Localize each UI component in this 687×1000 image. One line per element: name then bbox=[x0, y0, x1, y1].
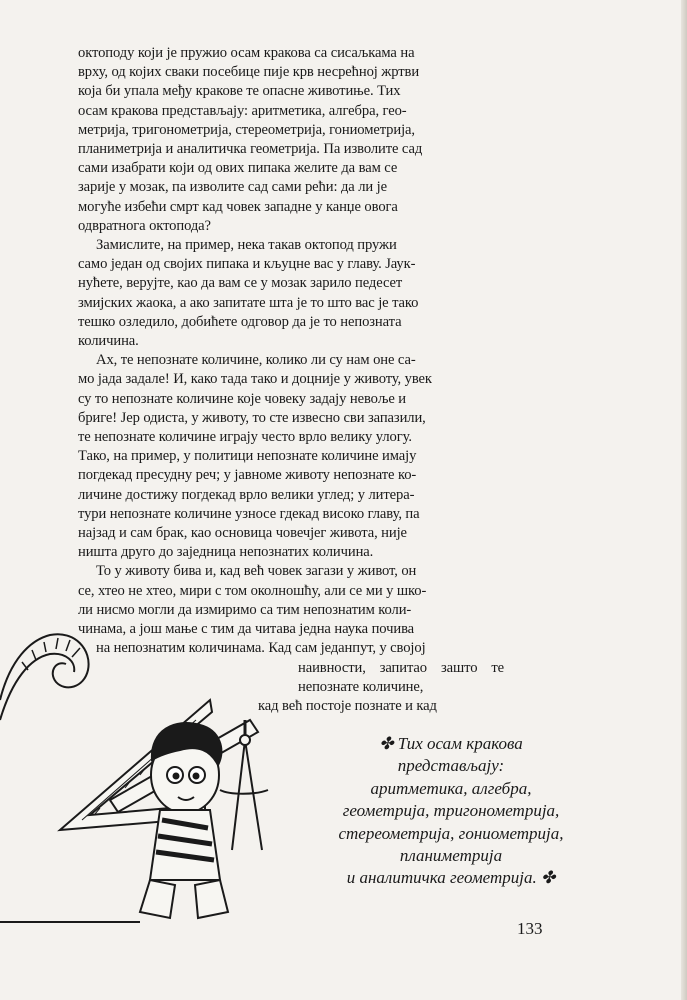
text-line: ли нисмо могли да измиримо са тим непознатим коли- bbox=[78, 601, 412, 618]
student-face-icon bbox=[151, 723, 221, 813]
text-line: сами изабрати који од ових пипака желите да вам се bbox=[78, 160, 398, 177]
text-line: мо јада задале! И, како тада тако и доцније у животу, увек bbox=[78, 371, 432, 388]
quote-line: стереометрија, гониометрија, bbox=[338, 823, 564, 843]
text-line: наивности, запитао зашто те непознате количине, bbox=[298, 659, 504, 695]
text-line: могуће избећи смрт кад човек западне у канџе овога bbox=[78, 198, 398, 215]
text-line: су то непознате количине које човеку задају невоље и bbox=[78, 390, 407, 407]
quote-line: геометрија, тригонометрија, bbox=[342, 801, 560, 821]
student-body-icon bbox=[140, 810, 228, 918]
text-line: змијских жаока, а ако запитате шта је то што вас је тако bbox=[78, 294, 419, 311]
text-line: кад већ постоје познате и кад bbox=[258, 697, 437, 714]
text-line: Тако, на пример, у политици непознате количине имају bbox=[78, 448, 417, 465]
text-line: бриге! Јер одиста, у животу, то сте извесно сви запазили, bbox=[78, 409, 426, 426]
octopus-tentacle-illustration bbox=[0, 600, 290, 930]
text-line: ништа друго до заједница непознатих количина. bbox=[78, 544, 374, 561]
text-line: на непознатим количинама. Кад сам једанпут, у својој bbox=[96, 640, 426, 657]
text-line: најзад и сам брак, као основица човечјег живота, није bbox=[78, 525, 407, 542]
page-number: 133 bbox=[517, 919, 543, 938]
page-edge bbox=[681, 0, 687, 1000]
text-line: погдекад пресудну реч; у јавноме животу непознате ко- bbox=[78, 467, 417, 484]
text-line: тешко озледило, добићете одговор да је то непозната bbox=[78, 313, 402, 330]
text-line: чинама, а још мање с тим да читава једна наука почива bbox=[78, 621, 415, 638]
quote-line: ✤ Тих осам кракова bbox=[379, 734, 523, 753]
text-line: тури непознате количине узносе гдекад високо главу, па bbox=[78, 505, 420, 522]
pull-quote bbox=[300, 733, 602, 890]
text-line: метрија, тригонометрија, стереометрија, гониометрија, bbox=[78, 121, 415, 138]
text-line: октоподу који је пружио осам кракова са сисаљкама на bbox=[78, 45, 415, 61]
text-line: Замислите, на пример, нека такав октопод пружи bbox=[96, 237, 397, 254]
paragraph-3 bbox=[78, 351, 504, 562]
text-line: личине достижу погдекад врло велики углед; у литера- bbox=[78, 486, 415, 503]
text-line: одвратнога октопода? bbox=[78, 217, 211, 234]
quote-line: планиметрија bbox=[399, 846, 503, 866]
text-line: нућете, верујте, као да вам се у мозак зарило педесет bbox=[78, 275, 403, 292]
text-line: количина. bbox=[78, 333, 139, 350]
tentacle-icon bbox=[0, 634, 89, 720]
quote-line: и аналитичка геометрија. ✤ bbox=[346, 868, 556, 888]
paragraph-2 bbox=[78, 236, 504, 351]
text-line: те непознате количине играју често врло велику улогу. bbox=[78, 429, 412, 446]
text-line: врху, од којих сваки посебице пије крв несрећној жртви bbox=[78, 64, 420, 81]
text-line: само један од својих пипака и кљуцне вас у главу. Јаук- bbox=[78, 256, 416, 273]
text-line: се, хтео не хтео, мири с том околношћу, али се ми у шко- bbox=[78, 582, 427, 599]
text-line: планиметрија и аналитичка геометрија. Па изволите сад bbox=[78, 141, 423, 158]
quote-line: аритметика, алгебра, bbox=[370, 778, 532, 798]
text-line: То у животу бива и, кад већ човек загази у живот, он bbox=[96, 563, 417, 580]
text-line: зарије у мозак, па изволите сад сами рећи: да ли је bbox=[78, 179, 387, 196]
text-line: осам кракова представљају: аритметика, алгебра, гео- bbox=[78, 102, 407, 119]
paragraph-1 bbox=[78, 44, 504, 236]
text-line: Ах, те непознате количине, колико ли су нам оне са- bbox=[96, 352, 416, 369]
quote-line: представљају: bbox=[397, 756, 505, 776]
text-line: која би упала међу кракове те опасне животиње. Тих bbox=[78, 83, 401, 100]
